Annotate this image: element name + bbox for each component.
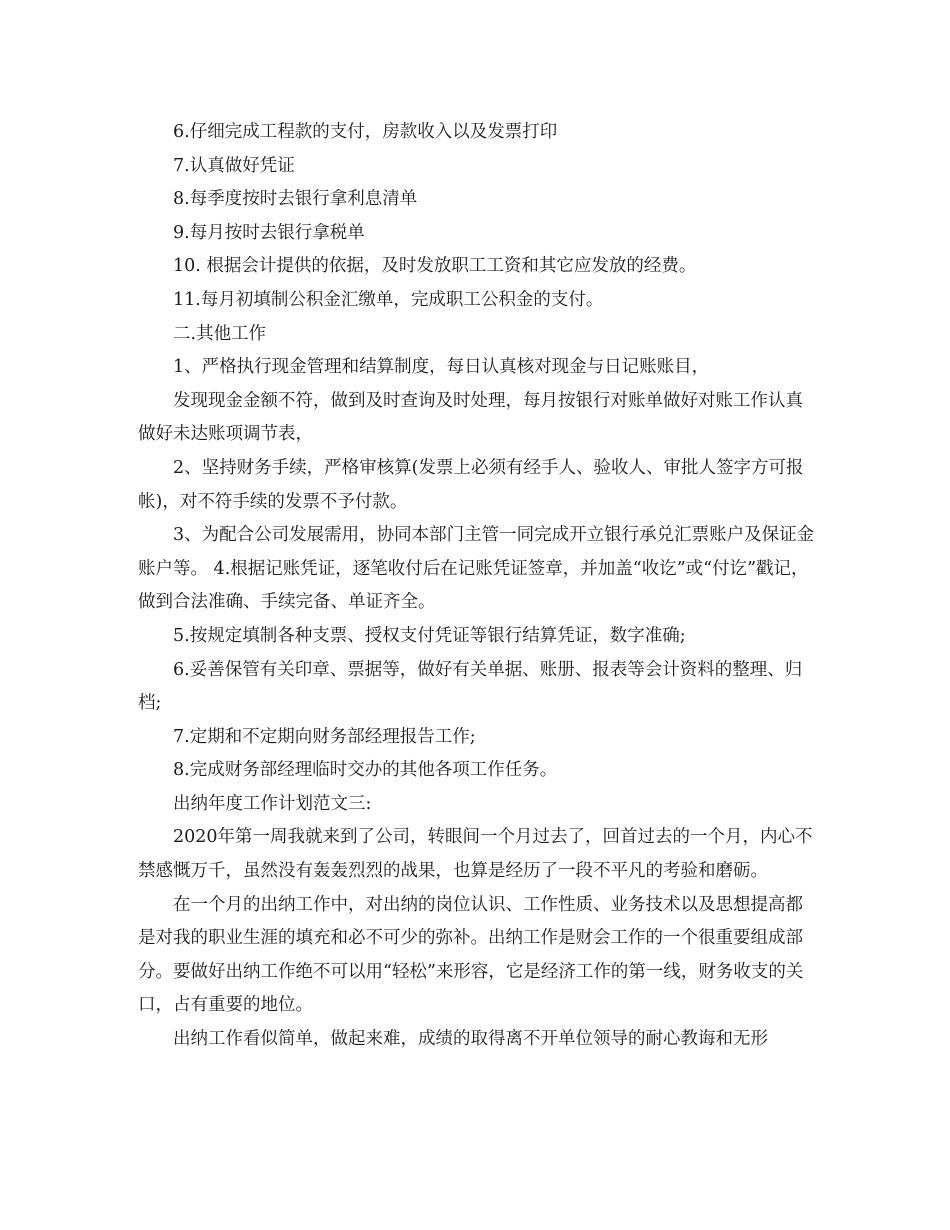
paragraph-cashier-simple: 出纳工作看似简单，做起来难，成绩的取得离不开单位领导的耐心教诲和无形 [173,1029,768,1050]
paragraph-other-1: 1、严格执行现金管理和结算制度，每日认真核对现金与日记账账目， [173,357,710,378]
paragraph-item-7: 7.认真做好凭证 [173,155,295,176]
paragraph-other-5: 5.按规定填制各种支票、授权支付凭证等银行结算凭证，数字准确; [173,625,686,646]
paragraph-other-1-continued: 发现现金金额不符，做到及时查询及时处理，每月按银行对账单做好对账工作认真做好未达账项调节表， [138,390,803,445]
paragraph-other-3-4: 3、为配合公司发展需用，协同本部门主管一同完成开立银行承兑汇票账户及保证金账户等。 4.根据记账凭证，逐笔收付后在记账凭证签章，并加盖“收讫”或“付讫”戳记，做到合法准确、手续完备、单证齐全。 [138,525,815,613]
paragraph-item-6: 6.仔细完成工程款的支付，房款收入以及发票打印 [173,122,558,142]
paragraph-other-2: 2、坚持财务手续，严格审核算(发票上必须有经手人、验收人、审批人签字方可报帐)，对不符手续的发票不予付款。 [138,457,804,512]
section-heading-sample-three: 出纳年度工作计划范文三: [173,793,372,814]
paragraph-cashier-work: 在一个月的出纳工作中，对出纳的岗位认识、工作性质、业务技术以及思想提高都是对我的职业生涯的填充和必不可少的弥补。出纳工作是财会工作的一个很重要组成部分。要做好出纳工作绝不可以用“轻松”来形容，它是经济工作的第一线，财务收支的关口，占有重要的地位。 [138,894,804,1016]
paragraph-item-10: 10. 根据会计提供的依据，及时发放职工工资和其它应发放的经费。 [173,256,697,277]
document-body [138,116,818,1057]
paragraph-other-8: 8.完成财务部经理临时交办的其他各项工作任务。 [173,760,558,781]
paragraph-other-7: 7.定期和不定期向财务部经理报告工作; [173,726,476,747]
section-heading-other-work: 二.其他工作 [173,323,267,344]
paragraph-item-11: 11.每月初填制公积金汇缴单，完成职工公积金的支付。 [173,289,604,310]
paragraph-intro-2020: 2020年第一周我就来到了公司，转眼间一个月过去了，回首过去的一个月，内心不禁感慨万千，虽然没有轰轰烈烈的战果，也算是经历了一段不平凡的考验和磨砺。 [138,827,813,882]
paragraph-item-9: 9.每月按时去银行拿税单 [173,222,365,243]
paragraph-item-8: 8.每季度按时去银行拿利息清单 [173,189,418,210]
paragraph-other-6: 6.妥善保管有关印章、票据等，做好有关单据、账册、报表等会计资料的整理、归档; [138,659,803,714]
